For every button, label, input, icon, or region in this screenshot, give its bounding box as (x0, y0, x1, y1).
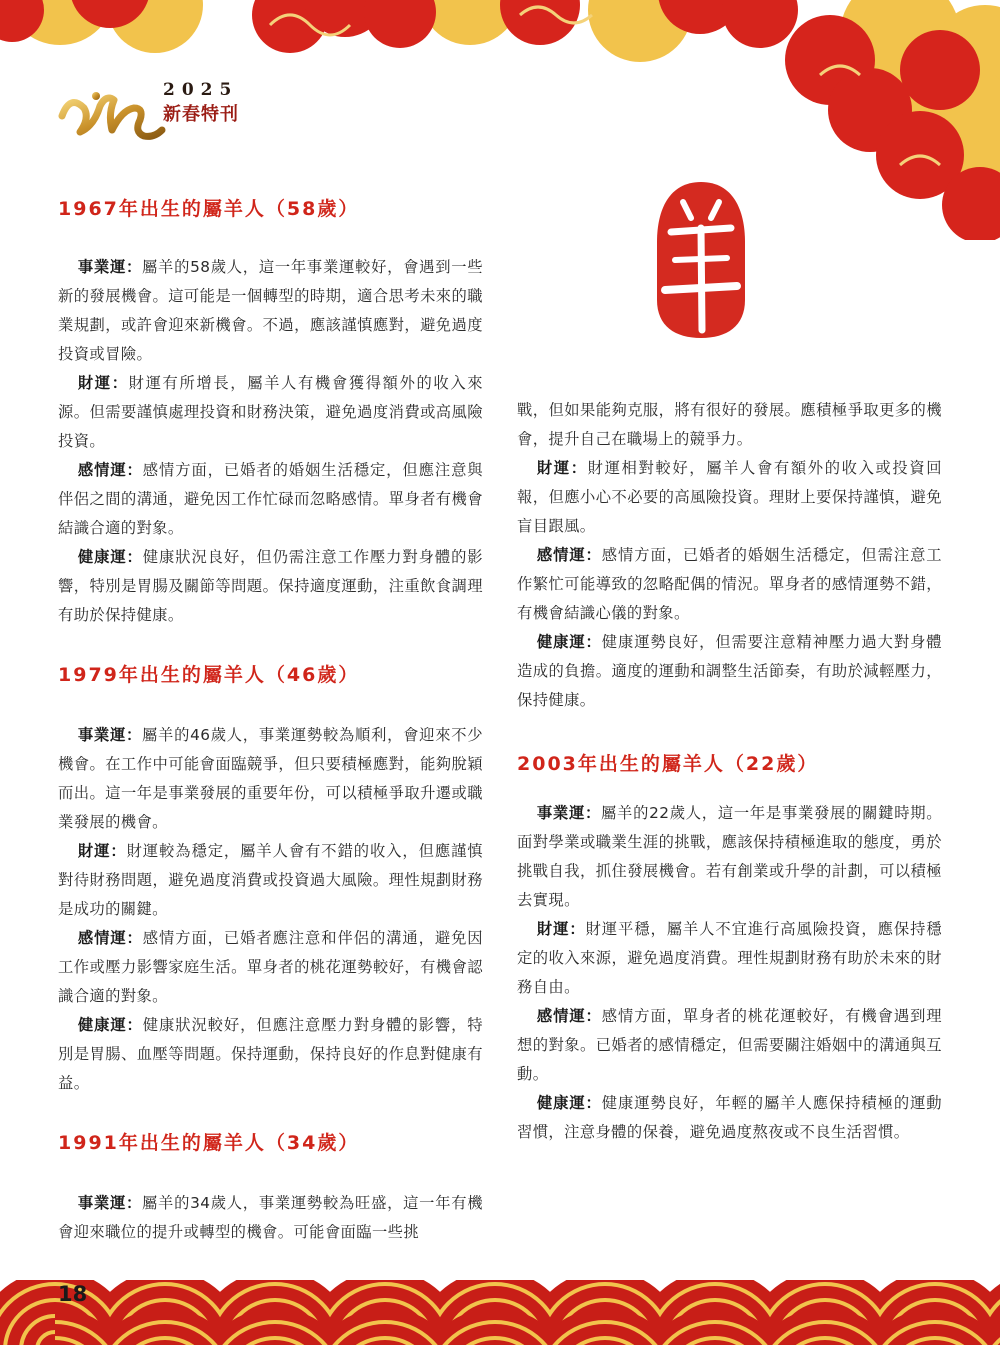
wave-decoration-bottom (0, 1250, 1000, 1345)
career-text: 屬羊的22歲人，這一年是事業發展的關鍵時期。面對學業或職業生涯的挑戰，應該保持積極進取的態度，勇於挑戰自我，抓住發展機會。若有創業或升學的計劃，可以積極去實現。 (517, 804, 942, 909)
section-title-1991: 1991年出生的屬羊人（34歲） (58, 1132, 360, 1154)
career-continuation-1991: 戰，但如果能夠克服，將有很好的發展。應積極爭取更多的機會，提升自己在職場上的競爭力。 (517, 401, 942, 448)
article-column-right (517, 396, 942, 1147)
love-text: 感情方面，已婚者的婚姻生活穩定，但應注意與伴侶之間的溝通，避免因工作忙碌而忽略感情。單身者有機會結識合適的對象。 (58, 461, 483, 537)
career-label: 事業運： (77, 1194, 143, 1212)
career-text: 屬羊的46歲人，事業運勢較為順利，會迎來不少機會。在工作中可能會面臨競爭，但只要積極應對，能夠脫穎而出。這一年是事業發展的重要年份，可以積極爭取升遷或職業發展的機會。 (58, 726, 483, 831)
health-label: 健康運： (77, 1016, 143, 1034)
page-number: 18 (58, 1282, 88, 1306)
wealth-label: 財運： (536, 459, 588, 477)
love-paragraph-1991 (517, 541, 942, 628)
career-paragraph-1991 (58, 1189, 483, 1247)
love-paragraph-1979 (58, 924, 483, 1011)
health-paragraph-2003 (517, 1089, 942, 1147)
wealth-paragraph-1967 (58, 369, 483, 456)
love-label: 感情運： (77, 929, 143, 947)
love-paragraph-2003 (517, 1002, 942, 1089)
love-label: 感情運： (536, 546, 602, 564)
wealth-label: 財運： (536, 920, 586, 938)
health-text: 健康運勢良好，年輕的屬羊人應保持積極的運動習慣，注意身體的保養，避免過度熬夜或不良生活習慣。 (517, 1094, 942, 1141)
wealth-paragraph-1991 (517, 454, 942, 541)
health-label: 健康運： (536, 1094, 602, 1112)
love-label: 感情運： (77, 461, 143, 479)
career-paragraph-2003 (517, 799, 942, 915)
wealth-text: 財運有所增長，屬羊人有機會獲得額外的收入來源。但需要謹慎處理投資和財務決策，避免過度消費或高風險投資。 (58, 374, 483, 450)
wealth-label: 財運： (77, 842, 127, 860)
health-paragraph-1991 (517, 628, 942, 715)
wealth-text: 財運平穩，屬羊人不宜進行高風險投資，應保持穩定的收入來源，避免過度消費。理性規劃財務有助於未來的財務自由。 (517, 920, 942, 996)
love-paragraph-1967 (58, 456, 483, 543)
wealth-text: 財運相對較好，屬羊人會有額外的收入或投資回報，但應小心不必要的高風險投資。理財上要保持謹慎，避免盲目跟風。 (517, 459, 942, 535)
career-text: 屬羊的34歲人，事業運勢較為旺盛，這一年有機會迎來職位的提升或轉型的機會。可能會面臨一些挑 (58, 1194, 483, 1241)
wealth-paragraph-1979 (58, 837, 483, 924)
love-text: 感情方面，單身者的桃花運較好，有機會遇到理想的對象。已婚者的感情穩定，但需要關注婚姻中的溝通與互動。 (517, 1007, 942, 1083)
career-label: 事業運： (536, 804, 602, 822)
career-text: 屬羊的58歲人，這一年事業運較好，會遇到一些新的發展機會。這可能是一個轉型的時期，適合思考未來的職業規劃，或許會迎來新機會。不過，應該謹慎應對，避免過度投資或冒險。 (58, 258, 483, 363)
wealth-label: 財運： (77, 374, 129, 392)
wealth-paragraph-2003 (517, 915, 942, 1002)
career-paragraph-1979 (58, 721, 483, 837)
health-paragraph-1967 (58, 543, 483, 630)
section-title-2003: 2003年出生的屬羊人（22歲） (517, 753, 819, 775)
section-title-1967: 1967年出生的屬羊人（58歲） (58, 198, 360, 220)
health-text: 健康狀況良好，但仍需注意工作壓力對身體的影響，特別是胃腸及關節等問題。保持適度運動，注重飲食調理有助於保持健康。 (58, 548, 483, 624)
article-column-left (58, 196, 483, 1247)
love-label: 感情運： (536, 1007, 602, 1025)
love-text: 感情方面，已婚者應注意和伴侶的溝通，避免因工作或壓力影響家庭生活。單身者的桃花運勢較好，有機會認識合適的對象。 (58, 929, 483, 1005)
goat-seal-stamp (655, 180, 747, 340)
love-text: 感情方面，已婚者的婚姻生活穩定，但需注意工作繁忙可能導致的忽略配偶的情況。單身者的感情運勢不錯，有機會結識心儀的對象。 (517, 546, 942, 622)
health-paragraph-1979 (58, 1011, 483, 1098)
section-title-1979: 1979年出生的屬羊人（46歲） (58, 664, 360, 686)
magazine-title: 新春特刊 (163, 104, 239, 125)
health-label: 健康運： (77, 548, 143, 566)
wealth-text: 財運較為穩定，屬羊人會有不錯的收入，但應謹慎對待財務問題，避免過度消費或投資過大風險。理性規劃財務是成功的關鍵。 (58, 842, 483, 918)
career-paragraph-1967 (58, 253, 483, 369)
snake-calligraphy-logo (56, 86, 166, 146)
career-label: 事業運： (77, 726, 143, 744)
magazine-year: 2025 (163, 80, 239, 100)
health-text: 健康狀況較好，但應注意壓力對身體的影響，特別是胃腸、血壓等問題。保持運動，保持良好的作息對健康有益。 (58, 1016, 483, 1092)
health-text: 健康運勢良好，但需要注意精神壓力過大對身體造成的負擔。適度的運動和調整生活節奏，有助於減輕壓力，保持健康。 (517, 633, 942, 709)
career-label: 事業運： (77, 258, 143, 276)
health-label: 健康運： (536, 633, 602, 651)
